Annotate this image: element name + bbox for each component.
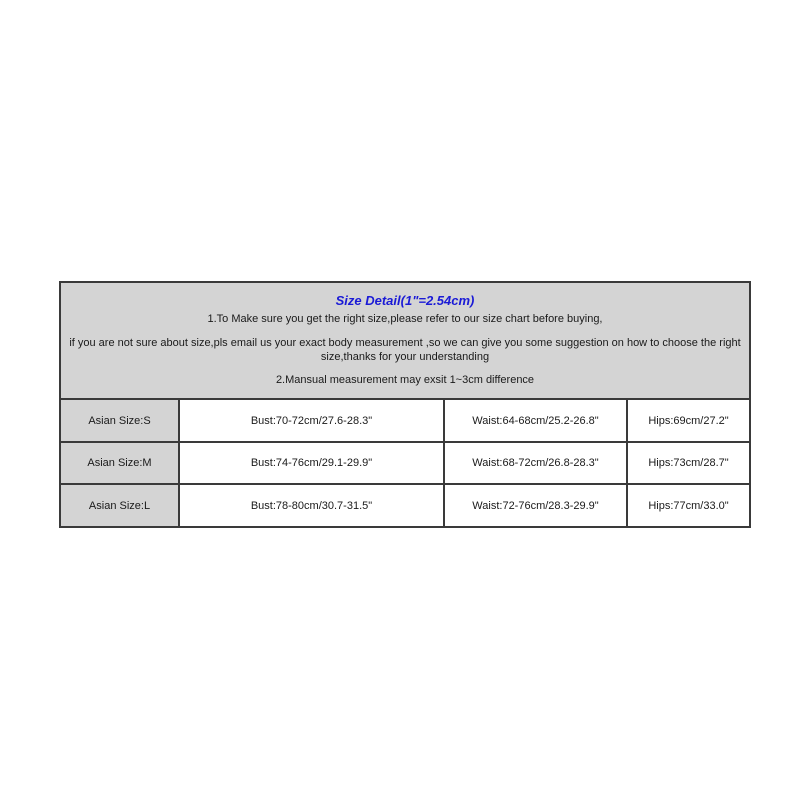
hips-cell: Hips:69cm/27.2" bbox=[627, 400, 749, 442]
size-chart-title: Size Detail(1"=2.54cm) bbox=[335, 293, 475, 308]
size-chart bbox=[59, 281, 751, 528]
size-chart-header bbox=[61, 283, 749, 400]
waist-cell: Waist:68-72cm/26.8-28.3" bbox=[444, 442, 627, 484]
size-table bbox=[61, 400, 749, 526]
table-row bbox=[61, 400, 749, 442]
hips-cell: Hips:73cm/28.7" bbox=[627, 442, 749, 484]
waist-cell: Waist:64-68cm/25.2-26.8" bbox=[444, 400, 627, 442]
bust-cell: Bust:78-80cm/30.7-31.5" bbox=[179, 484, 444, 526]
sizing-note-1: 1.To Make sure you get the right size,please refer to our size chart before buying, bbox=[207, 313, 603, 325]
size-label-cell: Asian Size:L bbox=[61, 484, 179, 526]
sizing-note-2: if you are not sure about size,pls email us your exact body measurement ,so we can give you some suggestion on how to choose the right size,thanks for your understanding bbox=[69, 337, 741, 363]
bust-cell: Bust:74-76cm/29.1-29.9" bbox=[179, 442, 444, 484]
sizing-note-3: 2.Mansual measurement may exsit 1~3cm difference bbox=[275, 374, 535, 386]
hips-cell: Hips:77cm/33.0" bbox=[648, 499, 729, 512]
bust-cell: Bust:70-72cm/27.6-28.3" bbox=[179, 400, 444, 442]
table-row bbox=[61, 484, 749, 526]
size-label-cell: Asian Size:M bbox=[61, 442, 179, 484]
waist-cell: Waist:72-76cm/28.3-29.9" bbox=[444, 484, 627, 526]
size-label-cell: Asian Size:S bbox=[61, 400, 179, 442]
table-row bbox=[61, 442, 749, 484]
